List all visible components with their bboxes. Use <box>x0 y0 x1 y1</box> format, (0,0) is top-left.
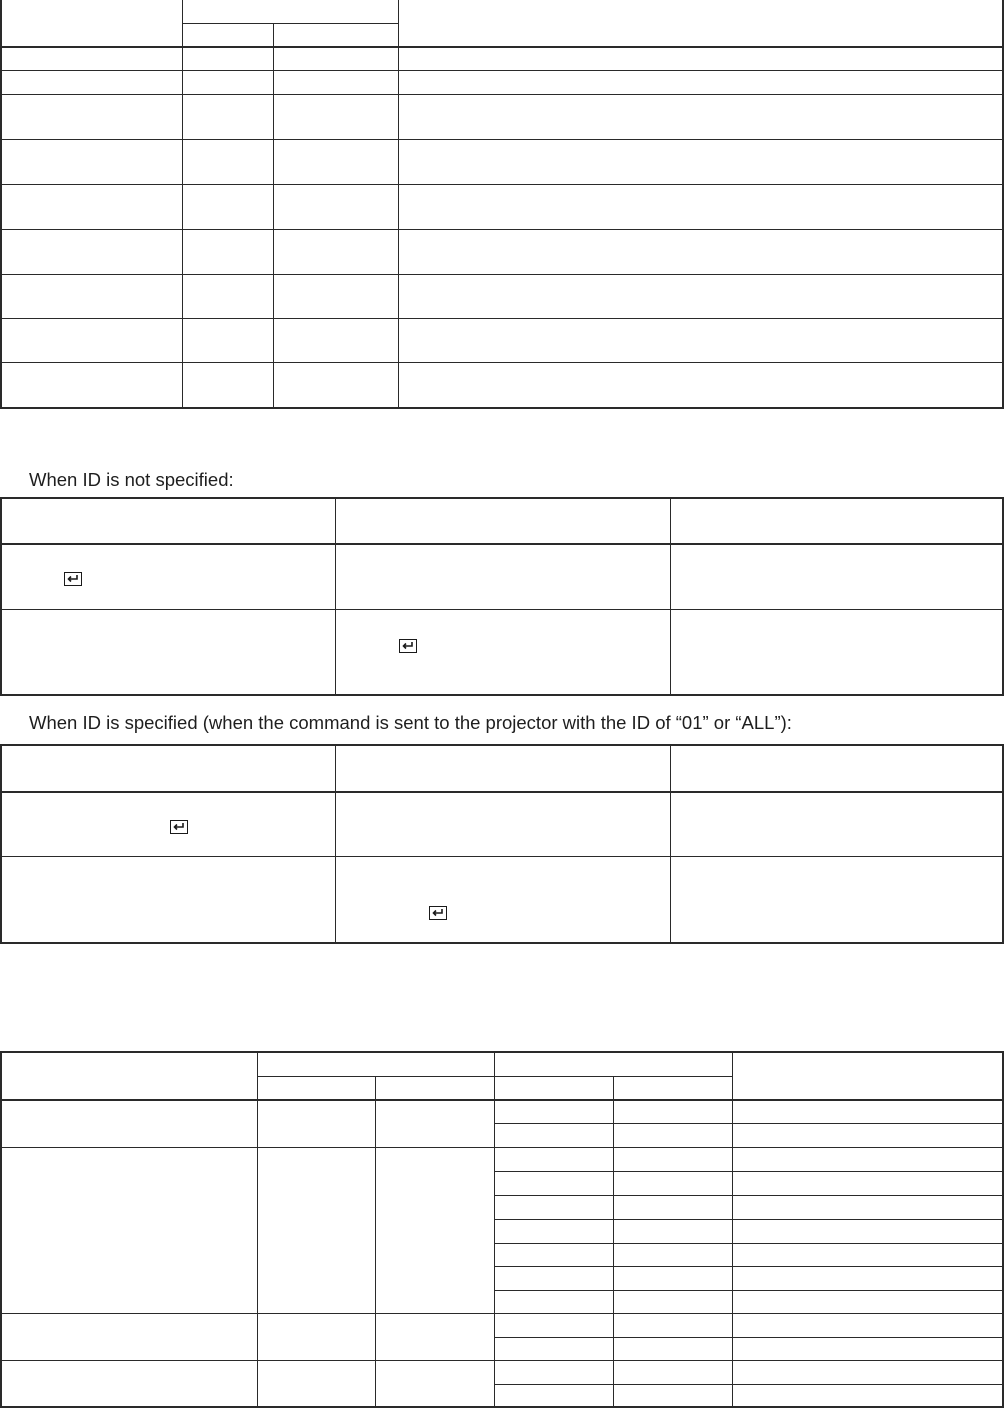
column-rule <box>732 1053 733 1408</box>
column-rule <box>398 0 399 407</box>
row-rule <box>2 318 1002 319</box>
row-rule <box>2 94 1002 95</box>
sub-row-rule <box>494 1384 1002 1385</box>
sub-row-rule <box>494 1171 1002 1172</box>
group-rule <box>2 1360 1002 1361</box>
column-rule <box>273 23 274 407</box>
group-rule <box>2 1147 1002 1148</box>
header-rule <box>2 46 1002 48</box>
column-rule <box>670 499 671 694</box>
enter-key-icon <box>429 906 447 920</box>
column-rule <box>375 1076 376 1408</box>
header-sub-rule <box>182 23 398 24</box>
column-rule <box>335 499 336 694</box>
sub-row-rule <box>494 1243 1002 1244</box>
sub-row-rule <box>494 1290 1002 1291</box>
row-rule <box>2 856 1002 857</box>
row-rule <box>2 229 1002 230</box>
column-rule <box>257 1053 258 1408</box>
row-rule <box>2 609 1002 610</box>
enter-key-icon <box>399 639 417 653</box>
enter-key-icon <box>64 572 82 586</box>
group-rule <box>2 1313 1002 1314</box>
command-table-top <box>0 0 1004 409</box>
column-rule <box>182 0 183 407</box>
column-rule <box>494 1053 495 1408</box>
row-rule <box>2 362 1002 363</box>
enter-key-icon <box>170 820 188 834</box>
column-rule <box>613 1076 614 1408</box>
response-table-no-id <box>0 497 1004 696</box>
sub-row-rule <box>494 1219 1002 1220</box>
sub-row-rule <box>494 1123 1002 1124</box>
row-rule <box>2 70 1002 71</box>
sub-row-rule <box>494 1195 1002 1196</box>
row-rule <box>2 274 1002 275</box>
header-rule <box>2 791 1002 793</box>
sub-row-rule <box>494 1266 1002 1267</box>
column-rule <box>670 746 671 942</box>
response-table-with-id <box>0 744 1004 944</box>
column-rule <box>335 746 336 942</box>
caption-id-specified: When ID is specified (when the command is sent to the projector with the ID of “01” or “ALL”): <box>29 712 792 733</box>
status-table <box>0 1051 1004 1408</box>
header-rule <box>2 1099 1002 1101</box>
header-rule <box>2 543 1002 545</box>
row-rule <box>2 184 1002 185</box>
caption-id-not-specified: When ID is not specified: <box>29 469 234 490</box>
sub-row-rule <box>494 1337 1002 1338</box>
row-rule <box>2 139 1002 140</box>
